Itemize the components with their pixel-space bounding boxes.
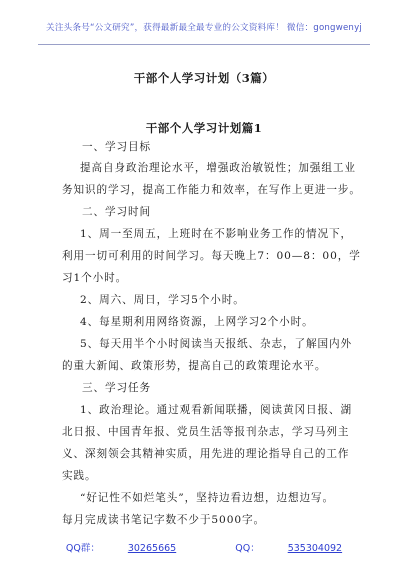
body-line: 每月完成读书笔记字数不少于5000字。 xyxy=(62,514,265,526)
qq-group-label: QQ群： xyxy=(65,543,100,554)
qq-group-contact xyxy=(52,540,190,554)
qq-contact xyxy=(221,540,356,554)
body-line: 利用一切可利用的时间学习。每天晚上7：00—8：00，学 xyxy=(62,250,361,262)
body-line: 1、周一至周五，上班时在不影响业务工作的情况下， xyxy=(80,228,352,240)
body-line: 务知识的学习，提高工作能力和效率，在写作上更进一步。 xyxy=(62,184,361,196)
document-title: 干部个人学习计划（3篇） xyxy=(133,71,275,85)
body-line: 北日报、中国青年报、党员生活等报刊杂志，学习马列主 xyxy=(62,426,350,438)
body-line: 提高自身政治理论水平，增强政治敏锐性；加强组工业 xyxy=(80,162,356,174)
body-line: 义、深刻领会其精神实质，用先进的理论指导自己的工作 xyxy=(62,448,350,460)
body-line: 实践。 xyxy=(62,470,97,482)
heading-study-tasks: 三、学习任务 xyxy=(82,382,151,394)
header-divider xyxy=(38,44,370,45)
body-line: 5、每天用半个小时阅读当天报纸、杂志，了解国内外 xyxy=(80,338,352,350)
body-line: 1、政治理论。通过观看新闻联播，阅读黄冈日报、湖 xyxy=(80,404,352,416)
qq-group-number[interactable]: 30265665 xyxy=(127,543,177,554)
body-line: 4、每星期利用网络资源，上网学习2个小时。 xyxy=(80,316,314,328)
heading-study-time: 二、学习时间 xyxy=(82,206,151,218)
body-line: “好记性不如烂笔头”，坚持边看边想，边想边写。 xyxy=(80,492,334,504)
header-notice: 关注头条号“公文研究”，获得最新最全最专业的公文资料库！ 微信：gongwenyj xyxy=(46,23,362,33)
part-title: 干部个人学习计划篇1 xyxy=(145,121,263,135)
body-line: 的重大新闻、政策形势，提高自己的政策理论水平。 xyxy=(62,360,327,372)
body-line: 习1个小时。 xyxy=(62,272,128,284)
qq-label: QQ： xyxy=(235,543,260,554)
footer-contacts xyxy=(0,540,408,554)
qq-number[interactable]: 535304092 xyxy=(287,543,343,554)
body-line: 2、周六、周日，学习5个小时。 xyxy=(80,294,245,306)
heading-study-goal: 一、学习目标 xyxy=(82,141,151,153)
